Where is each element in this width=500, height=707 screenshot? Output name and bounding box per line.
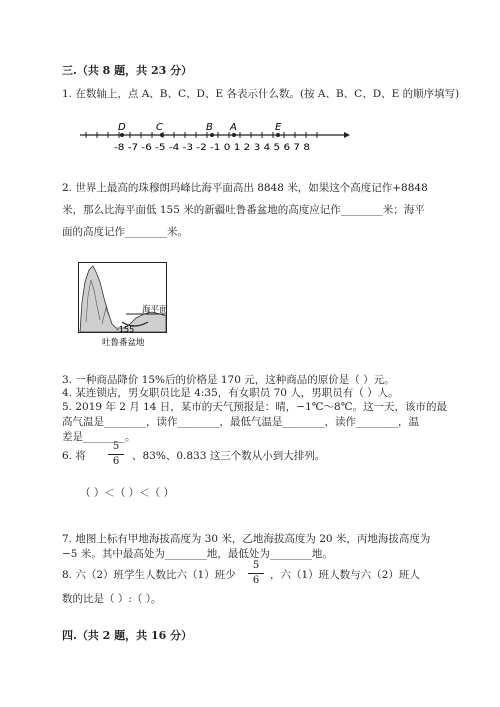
question-8-fraction-bar bbox=[248, 573, 264, 574]
point-b-label: B bbox=[206, 122, 213, 133]
section-4-heading: 四.（共 2 题，共 16 分） bbox=[62, 629, 193, 642]
basin-label: 吐鲁番盆地 bbox=[102, 338, 145, 348]
point-c-dot bbox=[160, 133, 164, 137]
question-6-suffix: 、83%、0.833 这三个数从小到大排列。 bbox=[132, 450, 326, 462]
question-6-answer-blanks: （ ）＜（ ）＜（ ） bbox=[80, 487, 175, 499]
question-8-fraction-denominator: 6 bbox=[252, 575, 260, 586]
point-e-label: E bbox=[275, 122, 282, 133]
question-5-line-3: 差是________。 bbox=[62, 431, 136, 443]
point-a-label: A bbox=[230, 122, 237, 133]
point-e-dot bbox=[276, 133, 280, 137]
question-3-text: 3. 一种商品降价 15%后的价格是 170 元，这种商品的原价是（ ）元。 bbox=[62, 374, 395, 386]
mountain-basin-figure bbox=[78, 262, 174, 350]
question-7-line-2: −5 米。其中最高处为________地，最低处为________地。 bbox=[62, 548, 333, 560]
question-7-line-1: 7. 地图上标有甲地海拔高度为 30 米，乙地海拔高度为 20 米，丙地海拔高度为 bbox=[62, 533, 431, 545]
point-b-dot bbox=[210, 133, 214, 137]
question-6-fraction-numerator: 5 bbox=[112, 441, 120, 452]
question-2-line-2: 米，那么比海平面低 155 米的新疆吐鲁番盆地的高度应记作________米；海平 bbox=[62, 204, 425, 216]
depth-label: -155 bbox=[116, 325, 135, 334]
question-6-fraction-denominator: 6 bbox=[112, 456, 120, 467]
question-2-line-1: 2. 世界上最高的珠穆朗玛峰比海平面高出 8848 米，如果这个高度记作+8848 bbox=[62, 182, 428, 194]
question-5-line-2: 高气温是________，读作________，最低气温是________，读作________，温 bbox=[62, 416, 419, 428]
question-8-suffix: ，六（1）班人数与六（2）班人 bbox=[270, 569, 420, 581]
question-8-fraction-numerator: 5 bbox=[252, 560, 260, 571]
number-line-tick-labels: -8 -7 -6 -5 -4 -3 -2 -1 0 1 2 3 4 5 6 7 8 bbox=[114, 143, 310, 153]
question-1-text: 1. 在数轴上，点 A、B、C、D、E 各表示什么数。(按 A、B、C、D、E 的顺序填写) bbox=[62, 88, 460, 100]
sea-level-label: 海平面 bbox=[142, 305, 168, 315]
question-4-text: 4. 某连锁店，男女职员比是 4:35，有女职员 70 人，男职员有（ ）人。 bbox=[62, 387, 399, 399]
question-8-prefix: 8. 六（2）班学生人数比六（1）班少 bbox=[62, 569, 236, 581]
question-6-fraction-bar bbox=[108, 454, 124, 455]
number-line-arrow bbox=[344, 132, 350, 138]
question-2-line-3: 面的高度记作________米。 bbox=[62, 226, 188, 238]
point-d-dot bbox=[120, 133, 124, 137]
question-6-prefix: 6. 将 bbox=[62, 450, 86, 462]
question-8-line-2: 数的比是（ ）:（ ）。 bbox=[62, 593, 162, 605]
point-c-label: C bbox=[156, 122, 163, 133]
point-a-dot bbox=[232, 133, 236, 137]
section-3-heading: 三.（共 8 题，共 23 分） bbox=[62, 64, 193, 77]
point-d-label: D bbox=[118, 122, 126, 133]
number-line bbox=[78, 118, 350, 156]
question-5-line-1: 5. 2019 年 2 月 14 日，某市的天气预报是：晴，−1℃～8℃。这一天，该市的最 bbox=[62, 401, 447, 413]
